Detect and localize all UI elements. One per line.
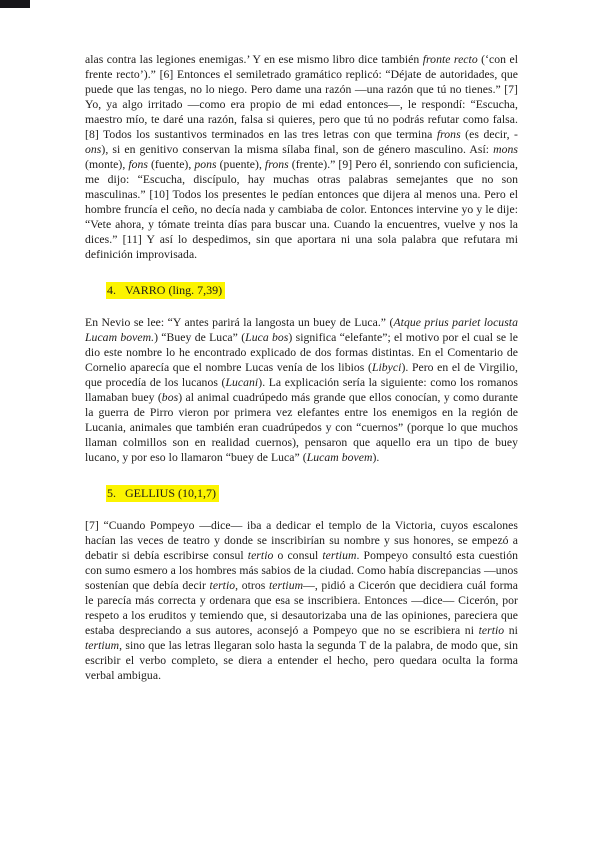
paragraph-varro	[85, 315, 518, 465]
text-run: ni	[504, 624, 518, 637]
latin-term-italic: Lucam bovem	[306, 451, 373, 464]
heading-highlight	[106, 485, 219, 502]
text-run: (monte),	[85, 158, 129, 171]
paragraph-gellius-continuation	[85, 52, 518, 262]
text-run: (frente).” [9] Pero él, sonriendo con suficiencia, me dijo: “Escucha, discípulo, hay muchas otras palabras semejantes que no son masculinas.” [10] Todos los presentes le pedían entonces que dijera al menos una. Pero el hombre fruncía el ceño, no decía nada y cambiaba de color. Entonces intervine yo y le dije: “Vete ahora, y tómate treinta días para buscar una. Cuando la encuentres, vuelve y nos la dices.” [11] Y así lo despedimos, sin que aportara ni una sola palabra que refutara mi definición improvisada.	[85, 158, 518, 261]
heading-title: VARRO (ling. 7,39)	[125, 283, 223, 297]
text-run: (‘con el frente recto’).” [6] Entonces el semiletrado gramático replicó: “Déjate de autoridades, que puede que las tengas, no lo niego. Pero dame una razón —una razón que tú no tienes.” [7] Yo, ya algo irritado —como era propio de mi edad entonces—, le respondí: “Escucha, maestro mío, te daré una razón, falsa si quieres, pero que tú no podrás refutar como falsa. [8] Todos los sustantivos terminados en las tres letras con que termina	[85, 53, 519, 141]
text-run: ) “Buey de Luca” (	[154, 331, 246, 344]
heading-number: 5.	[107, 486, 116, 500]
text-run: alas contra las legiones enemigas.’ Y en ese mismo libro dice también	[85, 53, 423, 66]
latin-term-italic: tertio	[478, 624, 505, 637]
corner-mark	[0, 0, 30, 8]
text-run: . Pompeyo consultó esta cuestión con sumo esmero a los hombres más sabios de la ciudad. Como había discrepancias —unos sostenían que debía decir	[85, 549, 518, 592]
latin-term-italic: tertio	[247, 549, 274, 562]
latin-term-italic: fronte recto	[422, 53, 478, 66]
latin-term-italic: tertium	[322, 549, 357, 562]
text-run: [7] “Cuando Pompeyo —dice— iba a dedicar el templo de la Victoria, cuyos escalones hacían las veces de teatro y donde se inscribirían su nombre y sus honores, se empezó a debatir si debía escribirse consul	[85, 519, 518, 562]
text-run: ) al animal cuadrúpedo más grande que ellos conocían, y como durante la guerra de Pirro vieron por primera vez elefantes entre los enemigos en la región de Lucania, animales que también eran cuadrúpedos y con “cuernos” (porque lo que muchos llaman colmillos son en realidad cuernos), pensaron que aquello era un tipo de buey lucano, y por eso lo llamaron “buey de Luca” (	[85, 391, 518, 464]
latin-term-italic: tertio	[209, 579, 236, 592]
text-run: —, pidió a Cicerón que decidiera cuál forma le parecía más correcta y ordenara que esa se inscribiera. Entonces —dice— Cicerón, por respeto a los eruditos y temiendo que, si desautorizaba una de las opiniones, pareciera que estaba despreciando a sus autores, aconsejó a Pompeyo que no se escribiera ni	[85, 579, 519, 637]
text-run: (es decir,	[460, 128, 515, 141]
text-run: ).	[372, 451, 380, 464]
latin-term-italic: Lucani	[225, 376, 259, 389]
heading-number: 4.	[107, 283, 116, 297]
text-run: ) significa “elefante”; el motivo por el cual se le dio este nombre lo he encontrado explicado de dos formas distintas. En el Comentario de Cornelio aparecía que el nombre Lucas venía de los libios (	[85, 331, 518, 374]
latin-term-italic: pons	[194, 158, 217, 171]
latin-term-italic: Luca bos	[245, 331, 289, 344]
latin-term-italic: mons	[493, 143, 518, 156]
section-heading-gellius	[106, 486, 518, 501]
latin-term-italic: Libyci	[371, 361, 402, 374]
text-run: En Nevio se lee: “Y antes parirá la langosta un buey de Luca.” (	[85, 316, 394, 329]
latin-term-italic: fons	[128, 158, 148, 171]
text-run: (puente),	[216, 158, 265, 171]
heading-highlight	[106, 282, 225, 299]
text-run: ), si en genitivo conservan la misma sílaba final, son de género masculino. Así:	[101, 143, 494, 156]
latin-term-italic: Atque prius pariet locusta Lucam bovem.	[85, 316, 518, 344]
latin-term-italic: tertium	[85, 639, 120, 652]
paragraph-gellius	[85, 518, 518, 683]
text-run: , otros	[235, 579, 269, 592]
section-heading-varro	[106, 283, 518, 298]
text-column	[85, 52, 518, 683]
latin-term-italic: bos	[161, 391, 179, 404]
latin-term-italic: frons	[264, 158, 289, 171]
latin-term-italic: tertium	[268, 579, 304, 592]
heading-title: GELLIUS (10,1,7)	[125, 486, 216, 500]
text-run: , sino que las letras llegaran solo hasta la segunda T de la palabra, de modo que, sin escribir el verbo completo, se diera a entender el hecho, pero quedara oculta la forma verbal ambigua.	[85, 639, 518, 682]
text-run: (fuente),	[148, 158, 195, 171]
text-run: o consul	[273, 549, 323, 562]
text-run: ). Pero en el de Virgilio, que procedía de los lucanos (	[85, 361, 518, 389]
text-run: ). La explicación sería la siguiente: como los romanos llamaban buey (	[85, 376, 518, 404]
latin-term-italic: frons	[436, 128, 461, 141]
latin-term-italic: -ons	[85, 128, 518, 156]
